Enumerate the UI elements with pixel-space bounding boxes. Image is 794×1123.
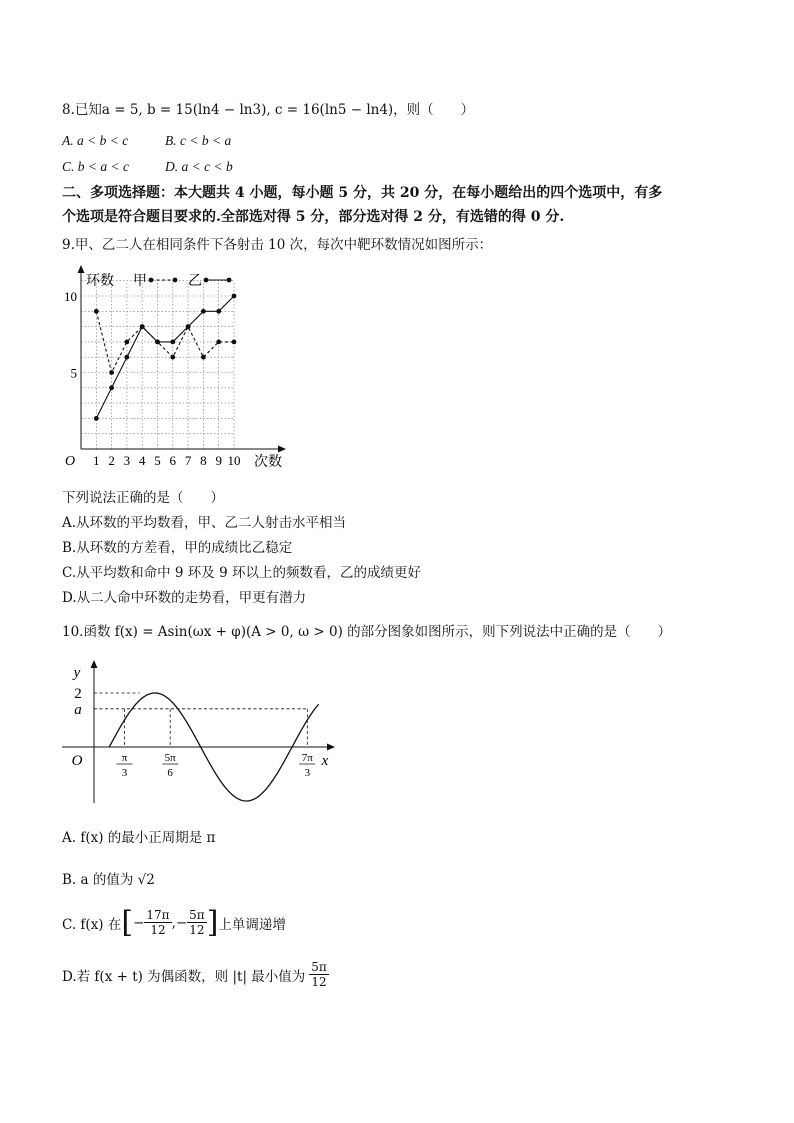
x-tick-label: 3	[123, 453, 131, 468]
section-heading-line2: 个选项是符合题目要求的.全部选对得 5 分，部分选对得 2 分，有选错的得 0 分.	[62, 209, 565, 225]
section-heading-line1: 二、多项选择题：本大题共 4 小题，每小题 5 分，共 20 分，在每小题给出的四个选项中，有多	[62, 185, 663, 201]
x-tick-denominator: 3	[121, 767, 128, 779]
data-point	[170, 340, 175, 345]
y-axis-label: 环数	[86, 274, 114, 289]
data-point	[232, 294, 237, 299]
data-point	[125, 340, 130, 345]
legend-marker	[173, 278, 178, 283]
q10-option-c-frac2: $\frac{5\pi}{12}$	[189, 908, 205, 937]
x-tick-label: 6	[169, 453, 177, 468]
y-tick-label: 10	[64, 289, 77, 304]
x-tick-label: 1	[93, 453, 100, 468]
x-tick-label: 8	[200, 453, 207, 468]
q9-option-a: A.从环数的平均数看，甲、乙二人射击水平相当	[62, 515, 347, 531]
q10-option-b: B. a 的值为 √2	[62, 872, 155, 888]
x-tick-numerator: 7π	[301, 752, 313, 764]
y-axis-arrow	[91, 660, 98, 668]
data-point	[186, 324, 191, 329]
y-axis-arrow	[78, 265, 85, 273]
origin-label: O	[71, 753, 83, 769]
q9-question: 下列说法正确的是（ ）	[62, 490, 224, 506]
origin-label: O	[64, 454, 76, 469]
x-axis-arrow	[278, 446, 286, 453]
legend-marker	[149, 278, 154, 283]
y-axis-label: y	[73, 665, 81, 681]
data-point	[140, 324, 145, 329]
x-tick-label: 5	[154, 453, 161, 468]
x-tick-denominator: 3	[304, 767, 311, 779]
y-tick-label: 2	[74, 686, 82, 702]
x-tick-label: 10	[227, 453, 241, 468]
q8-option-d: D. a < c < b	[165, 159, 233, 174]
y-tick-label: a	[74, 701, 82, 718]
legend-label: 甲	[133, 274, 147, 289]
data-point	[201, 355, 206, 360]
q8-option-a: A. a < b < c	[62, 133, 129, 148]
x-tick-numerator: 5π	[164, 752, 176, 764]
x-tick-denominator: 6	[167, 767, 173, 779]
q9-option-c: C.从平均数和命中 9 环及 9 环以上的频数看，乙的成绩更好	[62, 565, 421, 581]
data-point	[109, 385, 114, 390]
data-point	[216, 340, 221, 345]
x-tick-numerator: π	[121, 752, 128, 764]
q8-stem: 8.已知a = 5, b = 15(ln4 − ln3), c = 16(ln5 − ln4)，则（ ）	[62, 102, 475, 118]
q9-option-b: B.从环数的方差看，甲的成绩比乙稳定	[62, 540, 293, 556]
q10-option-c-prefix: C. f(x) 在	[62, 916, 122, 933]
x-axis-arrow	[327, 744, 335, 751]
q10-option-d-frac: $\frac{5\pi}{12}$	[311, 960, 327, 989]
y-tick-label: 5	[70, 365, 77, 381]
x-tick-label: 7	[184, 453, 192, 468]
q9-option-d: D.从二人命中环数的走势看，甲更有潜力	[62, 590, 307, 606]
x-axis-label: x	[321, 753, 329, 769]
data-point	[109, 370, 114, 375]
data-point	[201, 309, 206, 314]
data-point	[94, 416, 99, 421]
legend-marker	[204, 278, 209, 283]
q10-stem: 10.函数 f(x) = Asin(ωx + φ)(A > 0, ω > 0) 的部分图象如图所示，则下列说法中正确的是（ ）	[62, 624, 672, 640]
x-axis-label: 次数	[254, 455, 282, 470]
data-point	[94, 309, 99, 314]
q10-option-d-prefix: D.若 f(x + t) 为偶函数，则 |t| 最小值为	[62, 968, 306, 985]
q10-option-d	[62, 960, 329, 989]
x-tick-label: 9	[215, 453, 222, 468]
data-point	[155, 340, 160, 345]
data-point	[125, 355, 130, 360]
q10-option-c-frac1: $\frac{17\pi}{12}$	[146, 908, 170, 937]
shooting-scores-chart	[60, 262, 290, 474]
q10-option-c: C. f(x) 在 [ − $\frac{17\pi}{12}$ ,− $\frac{5\pi}{12}$ ] 上单调递增	[62, 904, 286, 940]
sine-function-graph	[60, 655, 345, 805]
legend-label: 乙	[188, 274, 202, 289]
left-bracket: [	[121, 904, 134, 940]
q10-option-c-suffix: 上单调递增	[218, 916, 286, 933]
x-tick-label: 2	[108, 453, 115, 468]
q8-option-b: B. c < b < a	[165, 133, 232, 148]
q10-option-a: A. f(x) 的最小正周期是 π	[62, 830, 216, 846]
right-bracket: ]	[206, 904, 219, 940]
data-point	[232, 340, 237, 345]
x-tick-label: 4	[138, 453, 146, 468]
data-point	[216, 309, 221, 314]
q9-stem: 9.甲、乙二人在相同条件下各射击 10 次，每次中靶环数情况如图所示：	[62, 237, 493, 253]
legend-marker	[227, 278, 232, 283]
data-point	[170, 355, 175, 360]
q8-option-c: C. b < a < c	[62, 159, 129, 174]
